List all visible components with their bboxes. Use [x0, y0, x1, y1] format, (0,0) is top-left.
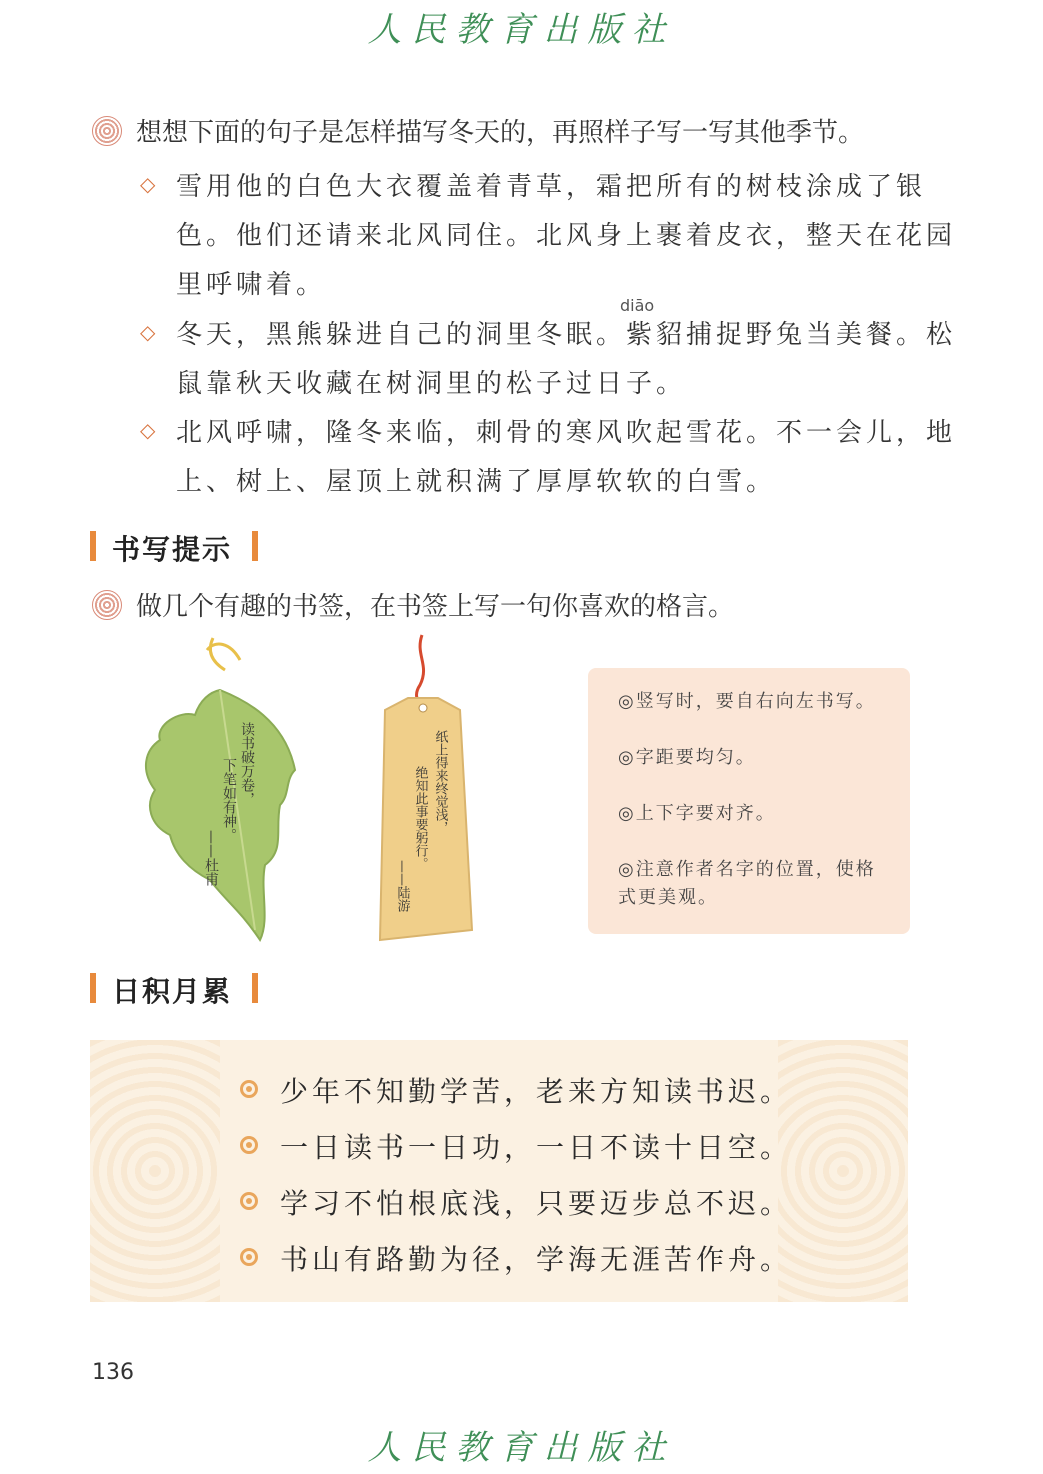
- tip-item: ◎竖写时，要自右向左书写。: [618, 691, 876, 712]
- leaf-column-2: 下笔如有神。: [221, 758, 237, 842]
- tip-item: ◎字距要均匀。: [618, 747, 756, 768]
- spiral-icon: [92, 590, 122, 620]
- tip-item: ◎上下字要对齐。: [618, 803, 776, 824]
- section-bar: [252, 531, 258, 561]
- proverbs-panel: [90, 1040, 908, 1302]
- task-instruction: 想想下面的句子是怎样描写冬天的，再照样子写一写其他季节。: [136, 118, 865, 148]
- writing-instruction: 做几个有趣的书签，在书签上写一句你喜欢的格言。: [136, 592, 735, 622]
- example-1-line-2: 色。他们还请来北风同住。北风身上裹着皮衣，整天在花园: [176, 221, 957, 251]
- leaf-author: ——杜甫: [203, 830, 219, 886]
- example-3-line-2: 上、树上、屋顶上就积满了厚厚软软的白雪。: [176, 467, 777, 497]
- bullet-icon: [240, 1192, 258, 1210]
- section-title-accumulate: 日积月累: [112, 975, 233, 1008]
- leaf-column-1: 读书破万卷，: [239, 722, 255, 806]
- publisher-header: 人民教育出版社: [367, 10, 676, 50]
- section-title-writing: 书写提示: [112, 533, 233, 566]
- floral-pattern: [778, 1040, 908, 1302]
- proverb: 书山有路勤为径，学海无涯苦作舟。: [280, 1243, 793, 1276]
- proverb: 少年不知勤学苦，老来方知读书迟。: [280, 1075, 793, 1108]
- section-bar: [90, 531, 96, 561]
- bullet-icon: [240, 1136, 258, 1154]
- spiral-icon: [92, 116, 122, 146]
- bullet-icon: [240, 1248, 258, 1266]
- pinyin-annotation: diāo: [620, 296, 655, 315]
- tag-column-1: 纸上得来终觉浅，: [432, 730, 448, 834]
- diamond-icon: ◇: [140, 418, 156, 442]
- proverb: 一日读书一日功，一日不读十日空。: [280, 1131, 793, 1164]
- tag-author: ——陆游: [394, 860, 410, 912]
- diamond-icon: ◇: [140, 320, 156, 344]
- leaf-bookmark: [135, 630, 305, 950]
- example-1-line-3: 里呼啸着。: [176, 270, 327, 300]
- proverb: 学习不怕根底浅，只要迈步总不迟。: [280, 1187, 793, 1220]
- floral-pattern: [90, 1040, 220, 1302]
- bullet-icon: [240, 1080, 258, 1098]
- publisher-footer: 人民教育出版社: [367, 1428, 676, 1468]
- section-bar: [252, 973, 258, 1003]
- tips-panel: [588, 668, 910, 934]
- tag-column-2: 绝知此事要躬行。: [412, 766, 428, 870]
- example-2-line-1: 冬天，黑熊躲进自己的洞里冬眠。紫貂捕捉野兔当美餐。松: [176, 320, 957, 350]
- example-1-line-1: 雪用他的白色大衣覆盖着青草，霜把所有的树枝涂成了银: [176, 172, 927, 202]
- page-number: 136: [92, 1360, 134, 1385]
- tag-bookmark: [360, 630, 500, 950]
- example-3-line-1: 北风呼啸，隆冬来临，刺骨的寒风吹起雪花。不一会儿，地: [176, 418, 957, 448]
- section-bar: [90, 973, 96, 1003]
- diamond-icon: ◇: [140, 172, 156, 196]
- tip-item: ◎注意作者名字的位置，使格式更美观。: [618, 859, 876, 908]
- example-2-line-2: 鼠靠秋天收藏在树洞里的松子过日子。: [176, 369, 687, 399]
